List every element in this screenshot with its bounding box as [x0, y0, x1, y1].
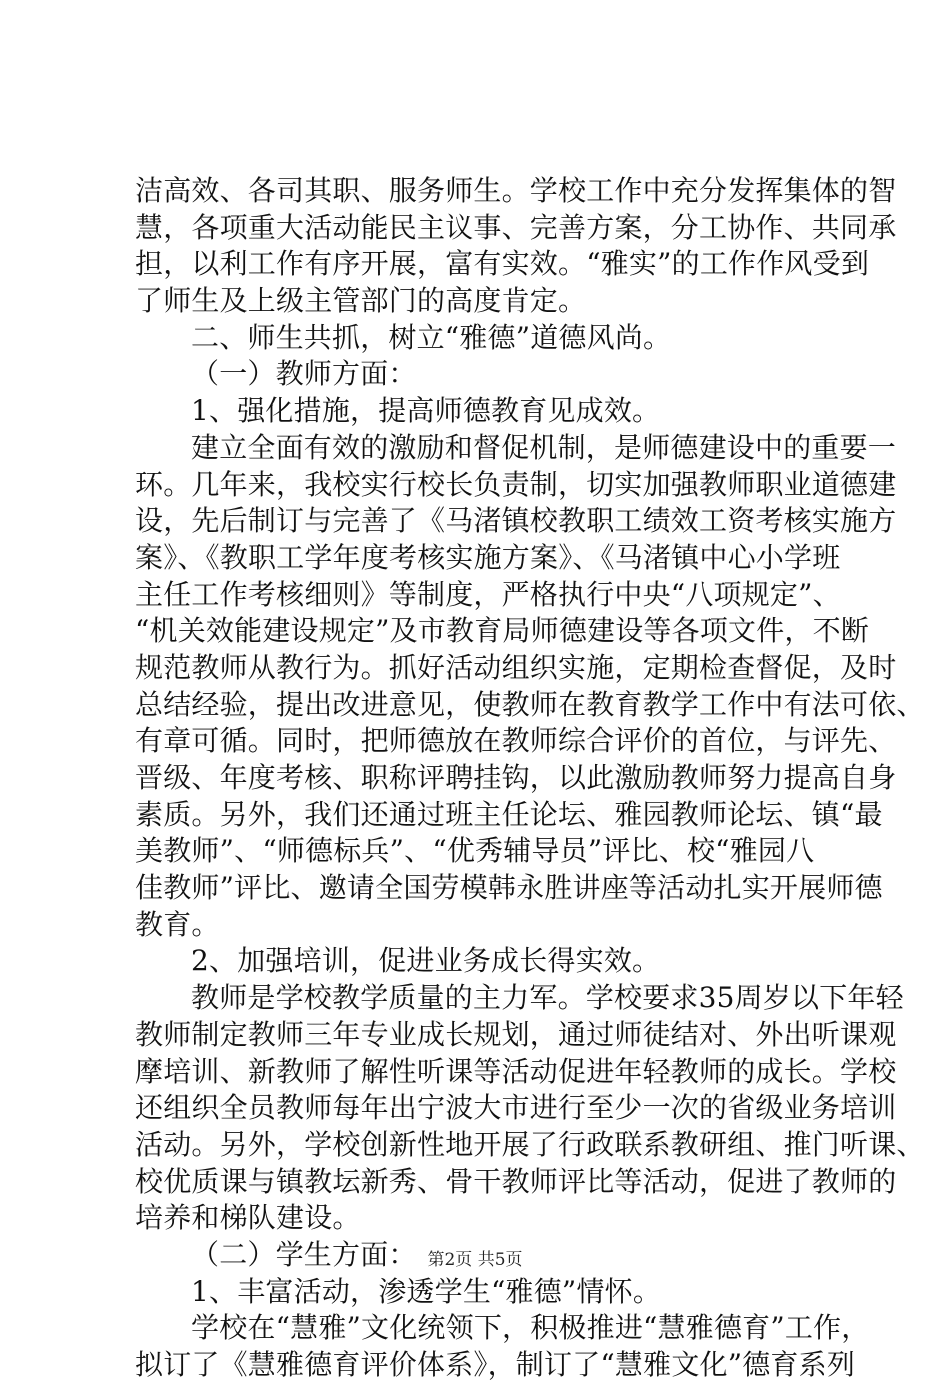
text-line: 环。几年来，我校实行校长负责制，切实加强教师职业道德建	[135, 467, 897, 501]
text-line: 了师生及上级主管部门的高度肯定。	[135, 284, 587, 318]
text-line: 担，以利工作有序开展，富有实效。“雅实”的工作作风受到	[135, 247, 870, 281]
page-footer: 第2页 共5页	[427, 1250, 523, 1270]
text-line: 素质。另外，我们还通过班主任论坛、雅园教师论坛、镇“最	[135, 797, 883, 831]
text-line: 摩培训、新教师了解性听课等活动促进年轻教师的成长。学校	[135, 1054, 897, 1088]
text-line: 学校在“慧雅”文化统领下，积极推进“慧雅德育”工作，	[191, 1311, 870, 1345]
text-line: 总结经验，提出改进意见，使教师在教育教学工作中有法可依、	[135, 687, 925, 721]
text-line: 设，先后制订与完善了《马渚镇校教职工绩效工资考核实施方	[135, 504, 897, 538]
text-line: 活动。另外，学校创新性地开展了行政联系教研组、推门听课、	[135, 1127, 925, 1161]
text-line: 教育。	[135, 907, 220, 941]
text-line: 校优质课与镇教坛新秀、骨干教师评比等活动，促进了教师的	[135, 1164, 897, 1198]
text-line: 晋级、年度考核、职称评聘挂钩，以此激励教师努力提高自身	[135, 761, 897, 794]
document-body	[135, 173, 925, 1384]
text-line: 拟订了《慧雅德育评价体系》，制订了“慧雅文化”德育系列	[135, 1348, 856, 1381]
section-heading: 二、师生共抓，树立“雅德”道德风尚。	[191, 320, 672, 354]
subsection-heading: （二）学生方面：	[191, 1237, 417, 1271]
text-line: 案》、《教职工学年度考核实施方案》、《马渚镇中心小学班	[135, 540, 841, 574]
text-line: 主任工作考核细则》等制度，严格执行中央“八项规定”、	[135, 577, 841, 611]
text-line: 教师制定教师三年专业成长规划，通过师徒结对、外出听课观	[135, 1017, 897, 1051]
text-line: “机关效能建设规定”及市教育局师德建设等各项文件，不断	[135, 614, 870, 648]
text-line: 洁高效、各司其职、服务师生。学校工作中充分发挥集体的智	[135, 174, 897, 207]
subsection-heading: （一）教师方面：	[191, 357, 417, 391]
text-line: 有章可循。同时，把师德放在教师综合评价的首位，与评先、	[135, 724, 897, 758]
text-line: 慧，各项重大活动能民主议事、完善方案，分工协作、共同承	[135, 210, 897, 244]
item-heading: 2、加强培训，促进业务成长得实效。	[191, 944, 661, 978]
text-line: 培养和梯队建设。	[135, 1201, 361, 1235]
text-line: 美教师”、“师德标兵”、“优秀辅导员”评比、校“雅园八	[135, 834, 815, 868]
text-line: 教师是学校教学质量的主力军。学校要求35周岁以下年轻	[191, 981, 904, 1015]
text-line: 规范教师从教行为。抓好活动组织实施，定期检查督促，及时	[135, 650, 897, 684]
item-heading: 1、强化措施，提高师德教育见成效。	[191, 394, 661, 428]
text-line: 建立全面有效的激励和督促机制，是师德建设中的重要一	[191, 430, 897, 464]
text-line: 还组织全员教师每年出宁波大市进行至少一次的省级业务培训	[135, 1091, 897, 1125]
text-line: 佳教师”评比、邀请全国劳模韩永胜讲座等活动扎实开展师德	[135, 871, 883, 905]
item-heading: 1、丰富活动，渗透学生“雅德”情怀。	[191, 1274, 662, 1308]
